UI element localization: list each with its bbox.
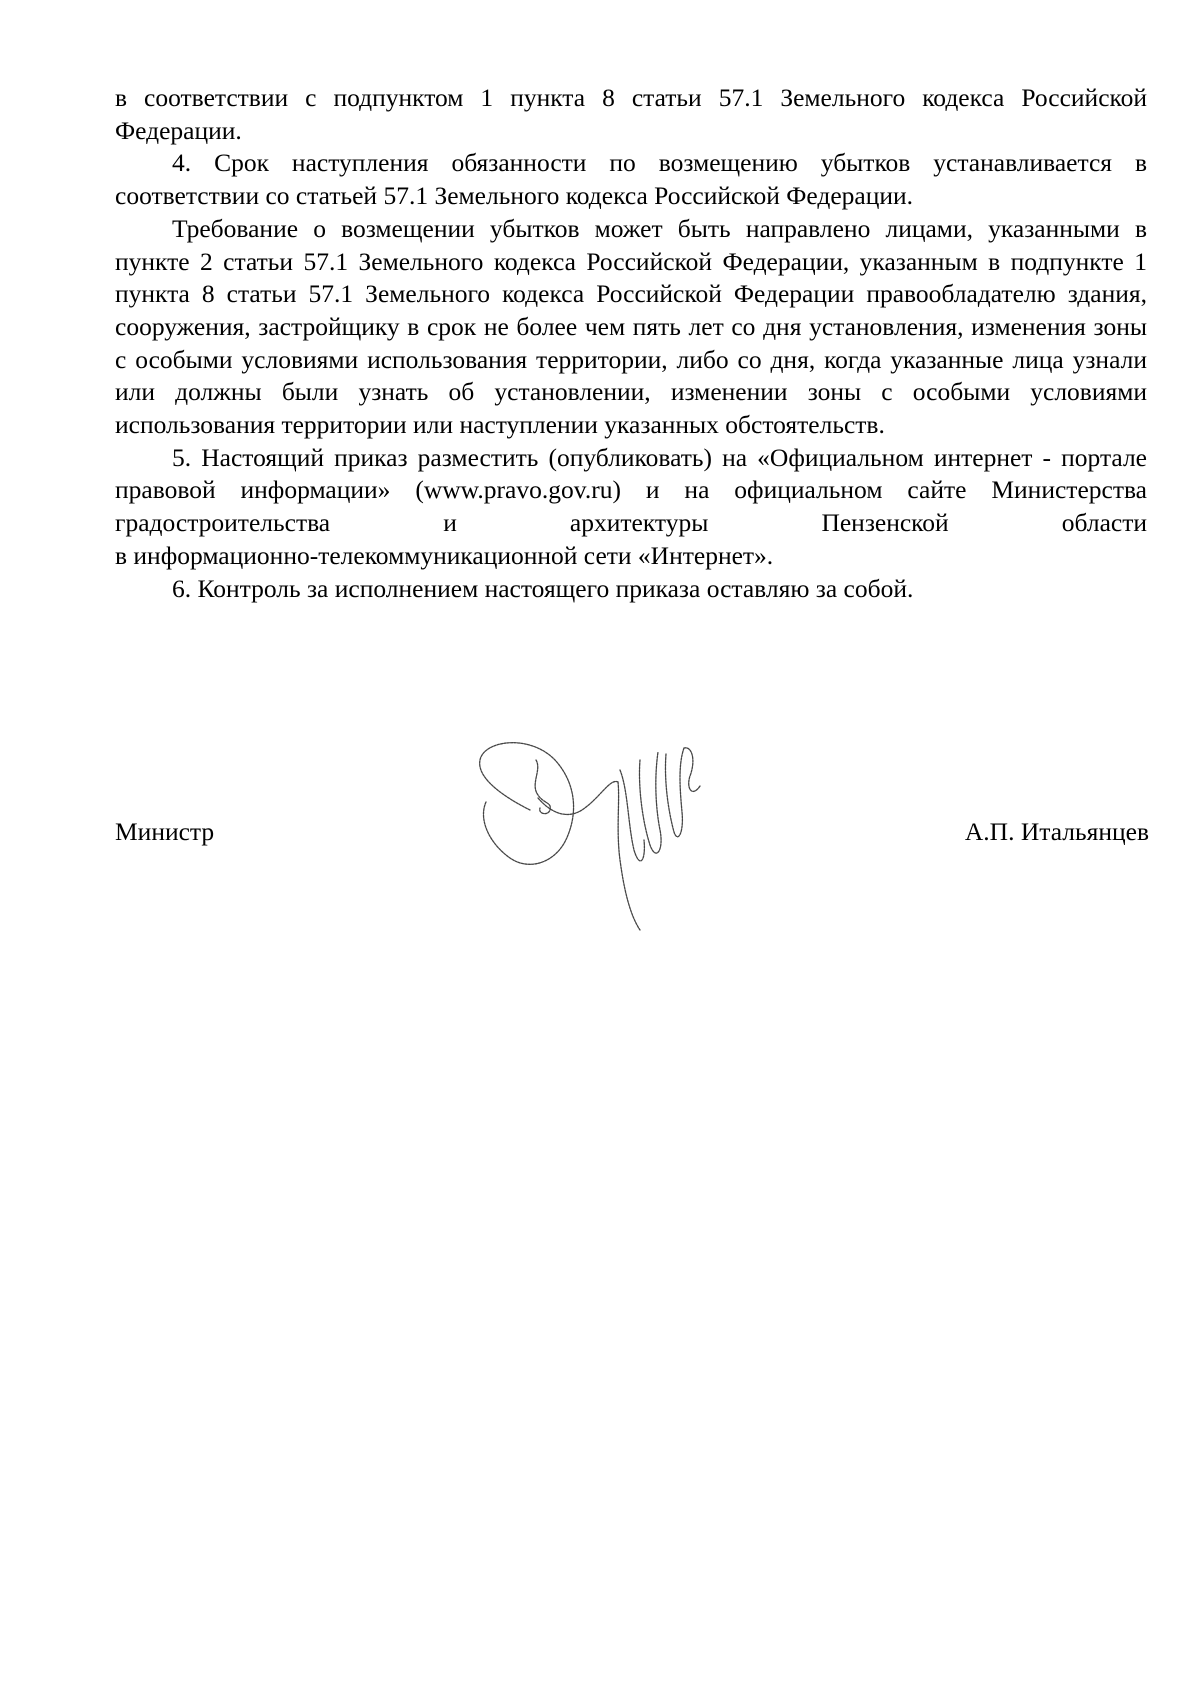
paragraph-item-6: 6. Контроль за исполнением настоящего приказа оставляю за собой. — [172, 573, 914, 603]
handwritten-signature — [470, 740, 740, 940]
signature-block — [0, 740, 1200, 940]
paragraph-item-5: 5. Настоящий приказ разместить (опубликовать) на «Официальном интернет - портале правовой информации» (www.pravo.gov.ru) и на официальном сайте Министерства градостроительства и архитектуры Пензенской области — [115, 442, 1147, 538]
paragraph-continuation: в соответствии с подпунктом 1 пункта 8 статьи 57.1 Земельного кодекса Российской Федерации. — [115, 83, 1147, 145]
document-body — [115, 82, 1147, 605]
signer-position: Министр — [115, 817, 215, 846]
paragraph-item-4: 4. Срок наступления обязанности по возмещению убытков устанавливается в соответствии со статьей 57.1 Земельного кодекса Российской Федерации. — [115, 148, 1147, 211]
paragraph-item-5-continuation: в информационно-телекоммуникационной сети «Интернет». — [115, 540, 774, 570]
signer-name: А.П. Итальянцев — [964, 817, 1149, 846]
paragraph-damages-claim: Требование о возмещении убытков может быть направлено лицами, указанными в пункте 2 статьи 57.1 Земельного кодекса Российской Федерации, указанным в подпункте 1 пункта 8 статьи 57.1 Земельного кодекса Российской Федерации правообладателю здания, сооружения, застройщику в срок не более чем пять лет со дня установления, изменения зоны с особыми условиями использования территории, либо со дня, когда указанные лица узнали или должны были узнать об установлении, изменении зоны с особыми условиями использования территории или наступлении указанных обстоятельств. — [115, 213, 1147, 440]
